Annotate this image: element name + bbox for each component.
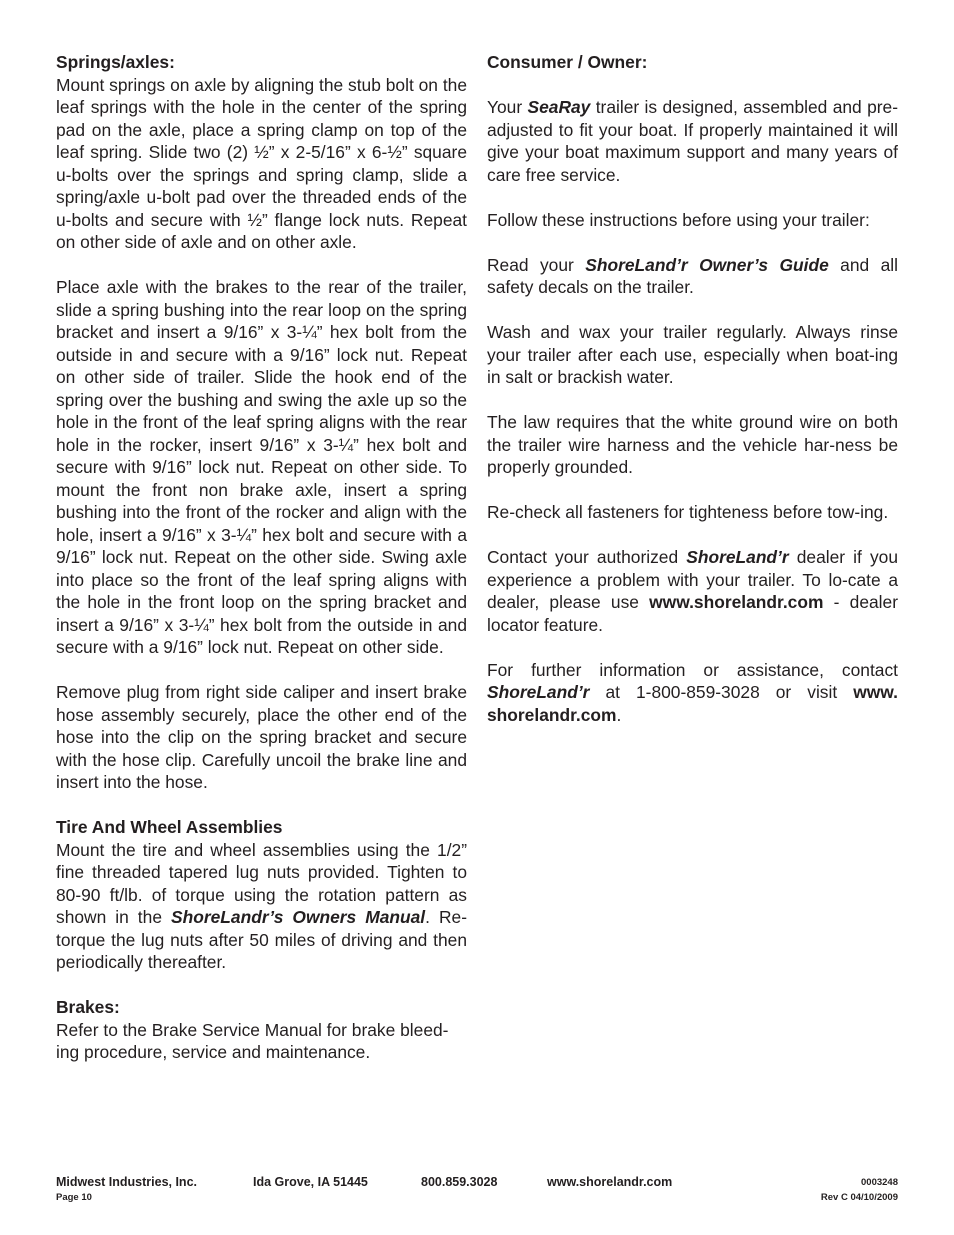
p8-text-b: at 1-800-859-3028 or visit xyxy=(589,682,854,702)
owners-guide-emphasis: ShoreLand’r Owner’s Guide xyxy=(585,254,829,275)
tires-text-b: . Re-torque the lug nuts after 50 miles of driving and then periodically thereafter. xyxy=(56,907,467,972)
footer-doc-number: 0003248 xyxy=(861,1177,898,1188)
consumer-paragraph-1 xyxy=(487,96,898,186)
p3-text-b: and all safety decals on the trailer. xyxy=(487,254,898,297)
springs-paragraph-1: Mount springs on axle by aligning the stub bolt on the leaf springs with the hole in the center of the spring pad on the axle, place a spring clamp on top of the leaf spring. Slide two (2) ½” x 2-5/16” x 6-½” square u-bolts over the springs and spring clamp, slide a spring/axle u-bolt pad over the threaded ends of the u-bolts and secure with ½” flange lock nuts. Repeat on other side of axle and on other axle. xyxy=(56,74,467,252)
brakes-section xyxy=(56,996,467,1064)
shorelandr-emphasis: ShoreLand’r xyxy=(686,547,789,567)
right-column xyxy=(487,51,898,749)
owners-manual-emphasis: ShoreLandr’s Owners Manual xyxy=(171,907,426,927)
brakes-heading: Brakes: xyxy=(56,997,120,1017)
footer-phone: 800.859.3028 xyxy=(421,1175,498,1189)
p7-text-b: dealer if you experience a problem with your trailer. To lo-cate a dealer, please use xyxy=(487,547,898,612)
consumer-paragraph-6: Re-check all fasteners for tighteness before tow-ing. xyxy=(487,502,889,522)
searay-emphasis: SeaRay xyxy=(527,97,591,117)
p1-text-a: Your xyxy=(487,97,528,117)
p8-text-c: . xyxy=(616,704,622,725)
brakes-paragraph: Refer to the Brake Service Manual for brake bleed-ing procedure, service and maintenance. xyxy=(56,1019,449,1062)
tires-text-a: Mount the tire and wheel assemblies using the 1/2” fine threaded tapered lug nuts provided. Tighten to 80-90 ft/lb. of torque using the rotation pattern as shown in the xyxy=(56,839,467,927)
footer-website: www.shorelandr.com xyxy=(547,1175,673,1189)
footer-revision: Rev C 04/10/2009 xyxy=(820,1192,898,1203)
p8-text-a: For further information or assistance, contact xyxy=(487,659,898,680)
p7-text-a: Contact your authorized xyxy=(487,547,687,567)
tires-heading: Tire And Wheel Assemblies xyxy=(56,817,283,837)
dealer-locator-link[interactable]: www.shorelandr.com xyxy=(649,592,824,612)
springs-section xyxy=(56,51,467,254)
consumer-paragraph-7 xyxy=(487,546,898,636)
tires-paragraph xyxy=(56,839,467,974)
left-column xyxy=(56,51,467,1086)
consumer-paragraph-4: Wash and wax your trailer regularly. Always rinse your trailer after each use, especially when boat-ing in salt or brackish water. xyxy=(487,322,898,387)
footer-location: Ida Grove, IA 51445 xyxy=(253,1175,368,1189)
consumer-paragraph-3 xyxy=(487,254,898,299)
consumer-paragraph-2: Follow these instructions before using your trailer: xyxy=(487,209,870,230)
shorelandr-emphasis-2: ShoreLand’r xyxy=(487,682,590,702)
springs-paragraph-2: Place axle with the brakes to the rear of the trailer, slide a spring bushing into the rear loop on the spring bracket and insert a 9/16” x 3-¼” hex bolt from the outside in and secure with a 9/16” lock nut. Repeat on other side of trailer. Slide the hook end of the spring over the bushing and swing the axle up so the hole in the front of the leaf spring aligns with the rear hole in the rocker, insert 9/16” x 3-¼” hex bolt and secure with 9/16” lock nut. Repeat on other side. To mount the front non brake axle, insert a spring bushing into the front of the rocker and align with the hole, insert a 9/16” x 3-¼” hex bolt and secure with a 9/16” lock nut. Repeat on the other side. Swing axle into place so the front of the leaf spring aligns with the hole in the front loop on the spring bracket and insert a 9/16” x 3-¼” hex bolt from the outside in and secure with a 9/16” lock nut. Repeat on other side. xyxy=(56,277,467,657)
consumer-paragraph-5: The law requires that the white ground wire on both the trailer wire harness and the vehicle har-ness be properly grounded. xyxy=(487,412,898,477)
springs-heading: Springs/axles: xyxy=(56,52,175,72)
tires-section xyxy=(56,816,467,974)
website-link[interactable]: www. shorelandr.com xyxy=(487,682,898,725)
footer-page-number: Page 10 xyxy=(56,1192,92,1203)
consumer-paragraph-8 xyxy=(487,659,898,727)
p3-text-a: Read your xyxy=(487,254,586,275)
footer-company: Midwest Industries, Inc. xyxy=(56,1175,197,1189)
p7-text-c: - dealer locator feature. xyxy=(487,592,899,635)
p1-text-b: trailer is designed, assembled and pre-adjusted to fit your boat. If properly maintained it will give your boat maximum support and many years of care free service. xyxy=(487,97,899,185)
consumer-heading: Consumer / Owner: xyxy=(487,52,648,72)
springs-paragraph-3: Remove plug from right side caliper and insert brake hose assembly securely, place the other end of the hose into the clip on the spring bracket and secure with the hose clip. Carefully uncoil the brake line and insert into the hose. xyxy=(56,682,467,792)
